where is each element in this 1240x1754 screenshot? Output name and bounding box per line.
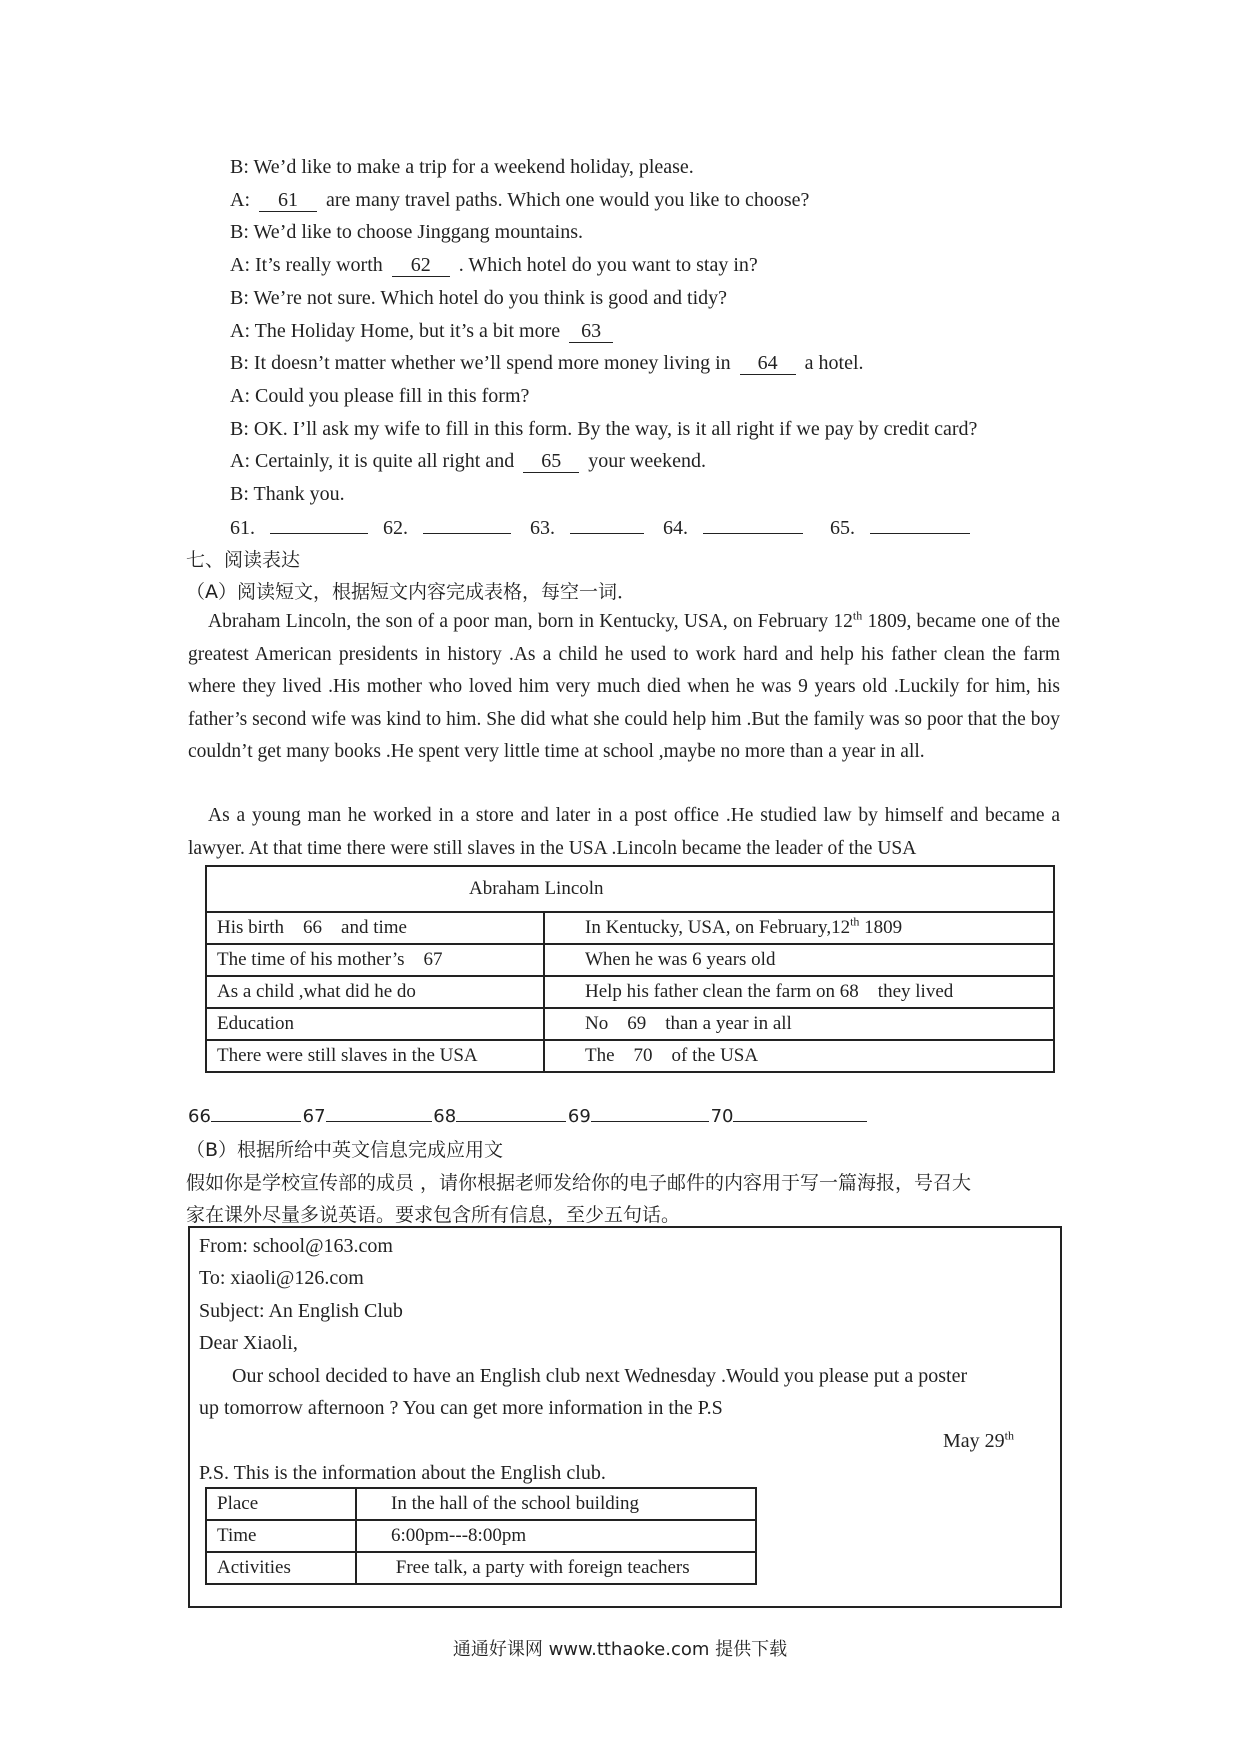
dialogue-line bbox=[230, 156, 694, 179]
email-subject: Subject: An English Club bbox=[199, 1300, 403, 1322]
passage-paragraph-1 bbox=[188, 606, 1060, 769]
table-cell-label: Activities bbox=[206, 1552, 356, 1584]
dialogue-text: B: Thank you. bbox=[230, 483, 345, 505]
answer-label: 67 bbox=[302, 1106, 326, 1127]
dialogue-text: A: Could you please fill in this form? bbox=[230, 384, 530, 407]
date-text: May 29 bbox=[943, 1430, 1005, 1452]
table-cell-value: 6:00pm---8:00pm bbox=[356, 1520, 756, 1552]
dialogue-text: A: Certainly, it is quite all right and bbox=[230, 450, 520, 473]
dialogue-text: your weekend. bbox=[583, 450, 706, 473]
cell-text: 1809 bbox=[859, 917, 903, 938]
answer-label: 66 bbox=[188, 1106, 211, 1127]
passage-paragraph-2 bbox=[188, 800, 1060, 865]
table-cell-value: Free talk, a party with foreign teachers bbox=[356, 1552, 756, 1584]
dialogue-text: a hotel. bbox=[799, 352, 864, 375]
table-row bbox=[206, 944, 1054, 976]
table-cell-value bbox=[544, 976, 1054, 1008]
dialogue-blank: 64 bbox=[740, 352, 796, 375]
table-cell-label: As a child ,what did he do bbox=[206, 976, 544, 1008]
dialogue-text: B: We’d like to choose Jinggang mountains. bbox=[230, 221, 583, 244]
answer-label: 65. bbox=[830, 517, 855, 539]
dialogue-line bbox=[230, 287, 727, 310]
dialogue-blank: 61 bbox=[259, 189, 317, 212]
cell-text: The 70 of the USA bbox=[585, 1045, 759, 1066]
dialogue-text: B: We’re not sure. Which hotel do you think is good and tidy? bbox=[230, 286, 728, 309]
table-cell-label: Education bbox=[206, 1008, 544, 1040]
table-cell-label: The time of his mother’s 67 bbox=[206, 944, 544, 976]
table-row bbox=[206, 912, 1054, 944]
dialogue-line bbox=[230, 221, 583, 244]
email-to: To: xiaoli@126.com bbox=[199, 1267, 364, 1289]
dialogue-blank: 63 bbox=[569, 320, 613, 343]
email-greeting: Dear Xiaoli, bbox=[199, 1332, 298, 1354]
superscript: th bbox=[852, 608, 863, 623]
table-row bbox=[206, 1488, 756, 1520]
passage-text: As a young man he worked in a store and later in a post office .He studied law by himself and became a lawyer. At that time there were still slaves in the USA .Lincoln became the leader of the USA bbox=[188, 805, 1060, 859]
table-cell-value bbox=[544, 912, 1054, 944]
answer-row-2 bbox=[188, 1103, 867, 1127]
section-title: 七、阅读表达 bbox=[186, 549, 301, 571]
dialogue-line bbox=[230, 418, 977, 441]
dialogue-line bbox=[230, 450, 706, 473]
table-cell-value: In the hall of the school building bbox=[356, 1488, 756, 1520]
email-from: From: school@163.com bbox=[199, 1235, 393, 1257]
table-row bbox=[206, 1552, 756, 1584]
table-row bbox=[206, 1520, 756, 1552]
email-body: up tomorrow afternoon ? You can get more information in the P.S bbox=[199, 1397, 723, 1419]
table-cell-label: Time bbox=[206, 1520, 356, 1552]
dialogue-blank: 62 bbox=[392, 254, 450, 277]
answer-blank[interactable] bbox=[326, 1103, 432, 1122]
table-cell-label: His birth 66 and time bbox=[206, 912, 544, 944]
dialogue-blank: 65 bbox=[523, 450, 579, 473]
dialogue-text: are many travel paths. Which one would you like to choose? bbox=[321, 188, 810, 211]
cell-text: In Kentucky, USA, on February,12 bbox=[585, 917, 851, 938]
answer-blank[interactable] bbox=[270, 515, 368, 534]
table-cell-label: There were still slaves in the USA bbox=[206, 1040, 544, 1072]
answer-blank[interactable] bbox=[733, 1103, 867, 1122]
answer-blank[interactable] bbox=[570, 515, 644, 534]
dialogue-line bbox=[230, 189, 809, 212]
superscript: th bbox=[850, 914, 860, 929]
answer-label: 68 bbox=[433, 1106, 457, 1127]
dialogue-line bbox=[230, 320, 617, 343]
dialogue-line bbox=[230, 254, 758, 277]
dialogue-text: A: It’s really worth bbox=[230, 254, 388, 277]
part-b-instruction: 假如你是学校宣传部的成员 ，请你根据老师发给你的电子邮件的内容用于写一篇海报，号召大 bbox=[186, 1172, 972, 1194]
answer-label: 69 bbox=[567, 1106, 591, 1127]
email-date bbox=[943, 1430, 1014, 1453]
superscript: th bbox=[1004, 1428, 1015, 1443]
part-b-title: （B）根据所给中英文信息完成应用文 bbox=[186, 1139, 504, 1161]
answer-blank[interactable] bbox=[703, 515, 803, 534]
answer-label: 61. bbox=[230, 517, 255, 539]
email-ps: P.S. This is the information about the English club. bbox=[199, 1462, 606, 1484]
lincoln-table bbox=[205, 865, 1055, 1073]
email-body: Our school decided to have an English club next Wednesday .Would you please put a poster bbox=[232, 1365, 968, 1387]
footer: 通通好课网 www.tthaoke.com 提供下载 bbox=[452, 1639, 788, 1660]
answer-blank[interactable] bbox=[423, 515, 511, 534]
part-b-instruction: 家在课外尽量多说英语。要求包含所有信息，至少五句话。 bbox=[186, 1204, 681, 1226]
cell-text: When he was 6 years old bbox=[585, 949, 776, 970]
table-row bbox=[206, 1040, 1054, 1072]
passage-text: Abraham Lincoln, the son of a poor man, born in Kentucky, USA, on February 12 bbox=[208, 611, 853, 632]
table-title: Abraham Lincoln bbox=[206, 866, 1054, 912]
club-table bbox=[205, 1487, 757, 1585]
answer-blank[interactable] bbox=[211, 1103, 301, 1122]
answer-blank[interactable] bbox=[456, 1103, 566, 1122]
table-cell-label: Place bbox=[206, 1488, 356, 1520]
dialogue-line bbox=[230, 385, 529, 408]
dialogue-text: B: OK. I’ll ask my wife to fill in this form. By the way, is it all right if we pay by credit card? bbox=[230, 417, 978, 440]
table-cell-value bbox=[544, 1040, 1054, 1072]
part-a-title: （A）阅读短文，根据短文内容完成表格，每空一词． bbox=[186, 581, 636, 603]
answer-blank[interactable] bbox=[591, 1103, 709, 1122]
table-row bbox=[206, 976, 1054, 1008]
dialogue-text: A: The Holiday Home, but it’s a bit more bbox=[230, 319, 566, 342]
table-row bbox=[206, 1008, 1054, 1040]
dialogue-text: A: bbox=[230, 188, 255, 211]
answer-label: 70 bbox=[710, 1106, 734, 1127]
answer-row-1 bbox=[230, 515, 970, 540]
answer-blank[interactable] bbox=[870, 515, 970, 534]
table-cell-value bbox=[544, 1008, 1054, 1040]
passage-text: 1809, became one of the greatest American presidents in history .As a child he used to work hard and help his father clean the farm where they lived .His mother who loved him very much died when he was 9 years old .Luckily for him, his father’s second wife was kind to him. She did what she could help him .But the family was so poor that the boy couldn’t get many books .He spent very little time at school ,maybe no more than a year in all. bbox=[188, 611, 1060, 763]
answer-label: 62. bbox=[383, 517, 408, 539]
answer-label: 64. bbox=[663, 517, 688, 539]
dialogue-text: . Which hotel do you want to stay in? bbox=[453, 254, 758, 277]
dialogue-text: B: We’d like to make a trip for a weekend holiday, please. bbox=[230, 156, 694, 178]
dialogue-line bbox=[230, 352, 864, 375]
answer-label: 63. bbox=[530, 517, 555, 539]
cell-text: No 69 than a year in all bbox=[585, 1013, 792, 1034]
table-cell-value bbox=[544, 944, 1054, 976]
dialogue-line bbox=[230, 483, 345, 506]
cell-text: Help his father clean the farm on 68 they lived bbox=[585, 981, 954, 1002]
dialogue-text: B: It doesn’t matter whether we’ll spend more money living in bbox=[230, 352, 736, 375]
